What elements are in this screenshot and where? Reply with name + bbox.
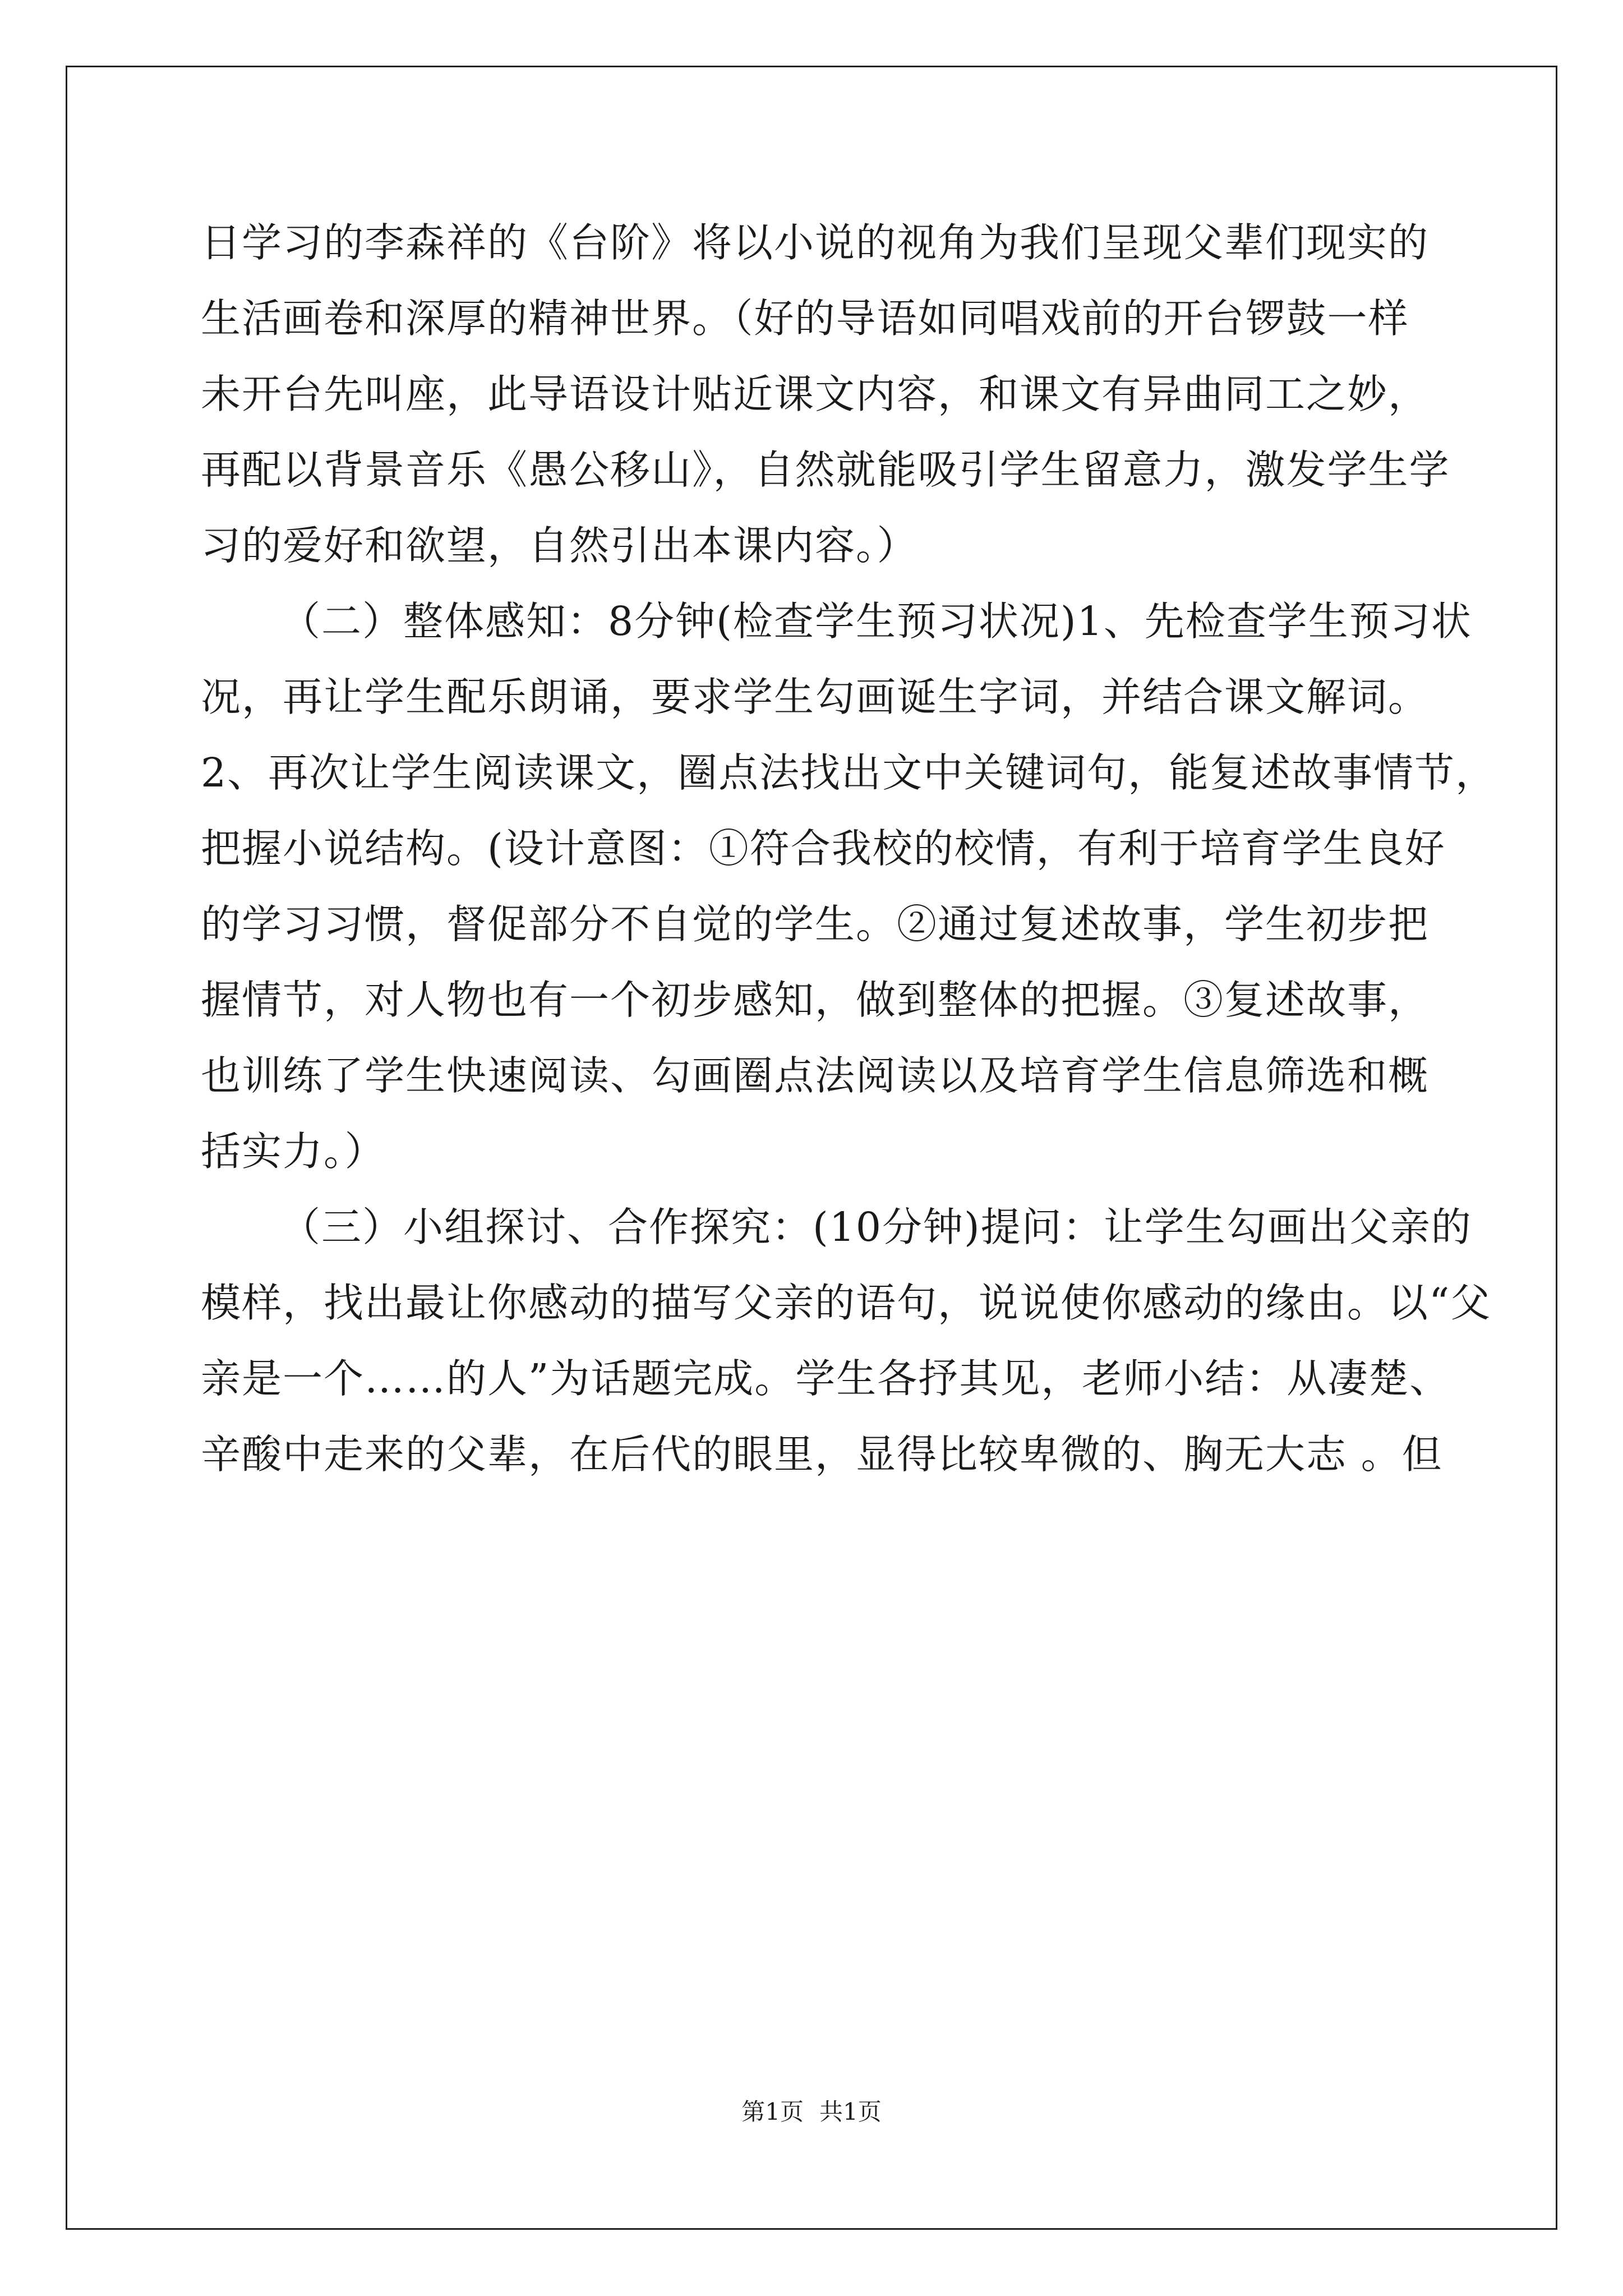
text-line: 习的爱好和欲望，自然引出本课内容。） <box>201 522 918 569</box>
text-line: 辛酸中走来的父辈，在后代的眼里，显得比较卑微的、胸无大志 。但 <box>201 1431 1443 1478</box>
text-line: 生活画卷和深厚的精神世界。（好的导语如同唱戏前的开台锣鼓一样 <box>201 295 1409 342</box>
text-line: 未开台先叫座，此导语设计贴近课文内容，和课文有异曲同工之妙， <box>201 371 1430 417</box>
text-line: 括实力。） <box>201 1128 386 1175</box>
text-line: 日学习的李森祥的《台阶》将以小说的视角为我们呈现父辈们现实的 <box>201 219 1430 266</box>
text-line: 再配以背景音乐《愚公移山》，自然就能吸引学生留意力，激发学生学 <box>201 447 1450 493</box>
text-line: 况，再让学生配乐朗诵，要求学生勾画诞生字词，并结合课文解词。 <box>201 674 1430 720</box>
text-line: 2、再次让学生阅读课文，圈点法找出文中关键词句，能复述故事情节， <box>201 749 1497 796</box>
paragraph-start-line: （三）小组探讨、合作探究：(10分钟)提问：让学生勾画出父亲的 <box>280 1204 1472 1250</box>
text-line: 把握小说结构。(设计意图：①符合我校的校情，有利于培育学生良好 <box>201 825 1446 872</box>
text-line: 握情节，对人物也有一个初步感知，做到整体的把握。③复述故事， <box>201 977 1430 1023</box>
text-line: 模样，找出最让你感动的描写父亲的语句，说说使你感动的缘由。以“父 <box>201 1280 1492 1326</box>
page-footer <box>0 2095 1623 2129</box>
page-number: 第1页 <box>741 2098 804 2125</box>
text-line: 也训练了学生快速阅读、勾画圈点法阅读以及培育学生信息筛选和概 <box>201 1052 1430 1099</box>
text-line: 亲是一个……的人”为话题完成。学生各抒其见，老师小结：从凄楚、 <box>201 1355 1451 1402</box>
text-line: 的学习习惯，督促部分不自觉的学生。②通过复述故事，学生初步把 <box>201 901 1430 947</box>
paragraph-start-line: （二）整体感知：8分钟(检查学生预习状况)1、先检查学生预习状 <box>280 598 1472 645</box>
page-total: 共1页 <box>819 2098 882 2125</box>
